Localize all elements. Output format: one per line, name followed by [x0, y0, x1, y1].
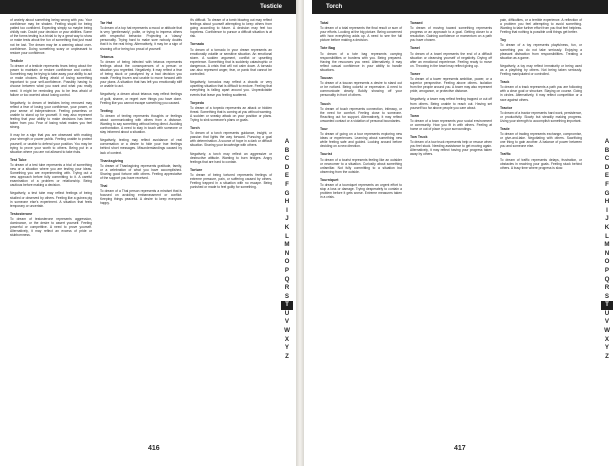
entry-text: pain, difficulties, or a terrible experience. A reflection of a problem you feel attempting to avoid something. Wanting to take further effort from you that feel helpless. Feeling that nothing is possible until things get better.	[500, 18, 582, 35]
entry-title: Tower	[410, 71, 421, 76]
right-page	[304, 0, 610, 466]
left-columns	[10, 18, 272, 438]
alphabet-letter: S	[604, 292, 610, 300]
entry-title: Torture	[190, 167, 203, 172]
alphabet-tab-left	[280, 138, 294, 361]
entry-title: Track	[500, 80, 510, 85]
dictionary-entry	[190, 18, 272, 38]
alphabet-letter: N	[284, 249, 290, 257]
entry-title: Torch	[190, 126, 200, 131]
right-header	[312, 0, 608, 14]
entry-title: Toward	[410, 21, 423, 25]
dictionary-entry	[100, 21, 182, 51]
dictionary-entry	[100, 184, 182, 205]
left-page-number: 416	[148, 445, 160, 452]
dictionary-entry	[100, 109, 182, 135]
alphabet-letter: T	[281, 301, 293, 310]
dictionary-entry	[320, 21, 402, 42]
dictionary-entry	[500, 18, 582, 34]
alphabet-letter: G	[604, 189, 610, 197]
dictionary-entry	[500, 152, 582, 169]
entry-title: Tour	[320, 126, 328, 131]
entry-text: To dream of a track represents a path you are following with a clear goal or structure. Staying on course. Going in circles. Alternatively, it may reflect competition or a race against others.	[500, 85, 582, 102]
alphabet-letter: Y	[284, 344, 290, 352]
alphabet-letter: X	[604, 335, 610, 343]
dictionary-entry	[190, 126, 272, 147]
dictionary-entry	[500, 127, 582, 148]
entry-text: Negatively, a tower may reflect feeling trapped or cut off from others. Being unable to reach out. Having set yourself too far above people you care about.	[410, 97, 492, 110]
left-page	[0, 0, 296, 466]
alphabet-tab-right	[600, 138, 614, 361]
text-column	[100, 18, 182, 438]
alphabet-letter: T	[601, 301, 613, 310]
entry-text: Negatively, a torch may reflect an aggressive or destructive attitude. Wanting to burn bridges. Angry feelings that are hard to contain.	[190, 151, 272, 164]
text-column	[410, 18, 492, 438]
dictionary-entry	[10, 191, 92, 207]
right-header-label: Torch	[326, 4, 343, 10]
entry-text: Negatively, a dream about tetanus may reflect feelings of guilt, shame, or regret over things you have done. Feeling like you cannot escape something you caused.	[100, 92, 182, 105]
alphabet-letter: E	[284, 172, 290, 180]
entry-text: To dream of a towel represents the end of a difficult situation or cleansing yourself of negativity. Drying off after an emotional experience. Feeling ready to move on. Throwing in the towel may reflect giving up.	[410, 51, 492, 68]
entry-text: To dream of a tornado in your dream represents an emotionally volatile or sensitive situation. An emotional storm. A sudden argument, conflict or upsetting experience. Something that is suddenly catastrophic or dangerous. A crisis that will not calm down. A tornado can also represent anger, fear, or panic that cannot be controlled.	[190, 47, 272, 77]
entry-title: Testosterone	[10, 211, 33, 216]
alphabet-letter: W	[284, 327, 290, 335]
dictionary-entry	[10, 18, 92, 55]
alphabet-letter: B	[604, 146, 610, 154]
alphabet-letter: Q	[284, 275, 290, 283]
text-column	[320, 18, 402, 438]
dictionary-entry	[190, 42, 272, 76]
dictionary-entry	[100, 138, 182, 154]
entry-title: Traffic	[500, 152, 511, 157]
alphabet-letter: Q	[604, 275, 610, 283]
entry-title: Test Tube	[10, 157, 27, 162]
alphabet-letter: U	[284, 309, 290, 317]
alphabet-letter: Z	[605, 352, 609, 360]
alphabet-letter: L	[285, 232, 289, 240]
book-gutter	[296, 0, 304, 466]
right-columns	[320, 18, 582, 438]
entry-text: To dream of a test tube represents a trial of something new or a situation where you are testing your ideas. Something you are experimenting with. Trying out a new approach before fully committing to it. A careful examination of a problem or relationship. Being cautious before making a decision.	[10, 162, 92, 188]
dictionary-entry	[10, 158, 92, 188]
alphabet-letter: D	[284, 163, 290, 171]
entry-text: To dream of touch represents connection, intimacy, or the need for comfort. Feeling close to someone. Reaching out for support. Alternatively, it may reflect unwanted contact or a violation of personal boundaries.	[320, 106, 402, 123]
dictionary-entry	[320, 178, 402, 199]
dictionary-entry	[410, 114, 492, 131]
text-column	[500, 18, 582, 438]
entry-text: Negatively, texting may reflect avoidance of real conversation or a desire to hide your true feelings behind short messages. Misunderstandings caused by lack of context.	[100, 138, 182, 155]
entry-title: Tornado	[190, 42, 205, 47]
dictionary-entry	[320, 102, 402, 123]
entry-text: To dream of a testicle represents fears being about the power to maintain or restore confidence and control. Something may be trying to take away your ability to act or make choices. Being afraid of losing something important to your self-confidence. Possibly having to choose between what you want and what you really need. It might be reminding you to be less afraid of failure or too worried about losing control.	[10, 63, 92, 97]
alphabet-letter: F	[285, 180, 289, 188]
entry-text: To dream of a Thai person represents a mindset that is focused on avoiding embarrassment or conflict. Keeping things peaceful. A desire to keep everyone happy.	[100, 189, 182, 206]
entry-title: Touch	[320, 101, 331, 106]
entry-text: To dream of a tourist represents feeling like an outsider or newcomer to a situation. Curiosity about something unfamiliar. Not fully committing to a situation but observing from the outside.	[320, 157, 402, 174]
alphabet-letter: H	[284, 198, 290, 206]
right-page-number: 417	[454, 445, 466, 452]
dictionary-entry	[10, 59, 92, 97]
entry-title: Tourniquet	[320, 177, 339, 182]
entry-text: To dream of Thanksgiving represents gratitude, family, or a celebration of what you have accomplished. Sharing good fortune with others. Feeling appreciative of the support you have received.	[100, 163, 182, 180]
entry-text: It may be a sign that you are obsessed with making your strength or power public. Feeling unable to protect yourself, or unable to defend your position. You may be trying to prove your worth to others. Being put in a situation where you are not allowed to take risks.	[10, 133, 92, 154]
dictionary-entry	[410, 97, 492, 109]
entry-text: Negatively, tornados may reflect a chaotic or very upsetting situation that is difficult to endure. Feeling that everything is falling apart around you. Unpredictable events that leave you feeling scattered.	[190, 80, 272, 97]
alphabet-letter: X	[284, 335, 290, 343]
entry-title: Toucan	[320, 76, 333, 81]
dictionary-entry	[500, 64, 582, 76]
entry-text: To dream of traffic represents delays, frustration, or obstacles in reaching your goals. Feeling stuck behind others. A busy time where progress is slow.	[500, 157, 582, 170]
entry-text: To dream of a tote bag represents carrying responsibilities or burdens with you. Being prepared. Having the resources you need. Alternatively, it may reflect casual confidence in your ability to handle situations.	[320, 51, 402, 72]
dictionary-entry	[190, 152, 272, 164]
alphabet-letter: A	[284, 138, 290, 145]
alphabet-letter: M	[604, 241, 610, 249]
dictionary-entry	[190, 101, 272, 122]
alphabet-letter: G	[284, 189, 290, 197]
alphabet-letter: M	[284, 241, 290, 249]
alphabet-letter: A	[604, 138, 610, 145]
entry-title: Tetanus	[100, 54, 114, 59]
alphabet-letter: Z	[285, 352, 289, 360]
entry-text: To dream of moving toward something represents progress or an approach to a goal. Getting closer to a resolution. Gaining confidence or momentum on a path you have chosen.	[410, 26, 492, 43]
text-column	[190, 18, 272, 438]
entry-text: To dream of a tow truck represents help or rescue when you feel stuck. Needing assistance to get moving again. Alternatively, it may reflect having your progress taken away by others.	[410, 140, 492, 157]
alphabet-letter: D	[604, 163, 610, 171]
dictionary-entry	[320, 46, 402, 72]
entry-text: To dream of a toucan represents a desire to stand out or be noticed. Being colorful or expressive. A need to communicate clearly. Boldly showing off your personality in front of others.	[320, 81, 402, 98]
dictionary-entry	[410, 72, 492, 93]
alphabet-letter: K	[284, 223, 290, 231]
entry-text: Negatively, a test tube may reflect feelings of being studied or observed by others. Feeling like a guinea pig in someone else's experiment. A situation that feels temporary or uncertain.	[10, 191, 92, 208]
alphabet-letter: R	[604, 284, 610, 292]
alphabet-letter: N	[604, 249, 610, 257]
dictionary-entry	[410, 135, 492, 156]
alphabet-letter: U	[604, 309, 610, 317]
dictionary-entry	[410, 21, 492, 42]
entry-text: To dream of a tower represents ambition, power, or a superior perspective. Feeling above others. Isolation from the people around you. A tower may also represent pride, arrogance, or protective distance.	[410, 77, 492, 94]
entry-title: Tar Hat	[100, 21, 113, 25]
entry-title: Tow Truck	[410, 135, 428, 140]
alphabet-letter: J	[285, 215, 289, 223]
dictionary-entry	[100, 92, 182, 104]
entry-text: To dream of going on a tour represents exploring new ideas or experiences. Learning about something new while feeling safe and guided. Looking around before deciding on a new direction.	[320, 132, 402, 149]
entry-text: Negatively, a toy may reflect immaturity or being used as a plaything by others. Not being taken seriously. Feeling manipulated or controlled.	[500, 63, 582, 77]
alphabet-letter: C	[604, 155, 610, 163]
dictionary-entry	[500, 38, 582, 59]
alphabet-letter: K	[604, 223, 610, 231]
alphabet-letter: I	[606, 206, 608, 214]
entry-title: Toy	[500, 38, 507, 43]
dictionary-entry	[10, 133, 92, 153]
entry-title: Towel	[410, 46, 420, 51]
entry-title: Tractor	[500, 105, 513, 110]
entry-text: To dream of being tortured represents feelings of extreme pressure, pain, or suffering caused by others. Feeling trapped in a situation with no escape. Being punished or made to feel guilty for something.	[190, 172, 272, 190]
alphabet-letter: O	[284, 258, 290, 266]
dictionary-entry	[10, 101, 92, 130]
alphabet-letter: E	[604, 172, 610, 180]
entry-text: To dream of trading represents exchange, compromise, or give-and-take. Negotiating with others. Sacrificing one thing to gain another. A balance of power between you and someone else.	[500, 132, 582, 149]
alphabet-letter: O	[604, 258, 610, 266]
entry-title: Texting	[100, 108, 113, 113]
alphabet-letter: J	[605, 215, 609, 223]
alphabet-letter: W	[604, 327, 610, 335]
entry-text: To dream of testosterone represents aggression, dominance, or the desire to assert yourself. Feeling powerful or competitive. A need to prove yourself. Alternatively, it may reflect an excess of pride or stubbornness.	[10, 216, 92, 238]
dictionary-entry	[100, 159, 182, 180]
entry-title: Testicle	[10, 58, 24, 63]
dictionary-entry	[320, 127, 402, 148]
alphabet-letter: B	[284, 146, 290, 154]
dictionary-entry	[190, 80, 272, 96]
alphabet-letter: V	[284, 318, 290, 326]
alphabet-letter: H	[604, 198, 610, 206]
alphabet-letter: F	[605, 180, 609, 188]
dictionary-entry	[410, 46, 492, 67]
entry-text: To dream of a tractor represents hard work, persistence, or productivity. Slowly but steadily making progress. Using your strength to accomplish something important.	[500, 110, 582, 123]
text-column	[10, 18, 92, 438]
entry-text: To dream of a toy represents playfulness, fun, or something you do not take seriously. Enjoying a pleasant distraction from responsibilities. Treating a situation as a game.	[500, 43, 582, 60]
alphabet-letter: R	[284, 284, 290, 292]
entry-text: To dream of being infected with tetanus represents feelings about the consequences of a person or situation you regretted. Negatively, it may reflect a fear of being stuck or paralyzed by a bad decision you made. Feeling frozen and unable to move forward with your plans. A situation that has left you emotionally stiff or unable to act.	[100, 59, 182, 89]
dictionary-entry	[500, 80, 582, 101]
entry-text: To dream of a town represents your social environment or community. How you fit in with others. Feeling at home or out of place in your surroundings.	[410, 118, 492, 131]
entry-title: Town	[410, 113, 420, 118]
entry-text: it's difficult. To dream of a tomb blowing out may reflect feelings about yourself attempting to keep others from going according to future. A decision may feel too hopeless. Confidence to pursue a difficult situation is at risk.	[190, 18, 272, 39]
entry-title: Thai	[100, 184, 108, 189]
entry-title: Total	[320, 21, 329, 25]
alphabet-letter: Y	[604, 344, 610, 352]
entry-text: To dream of a top hat represents a mood or attitude that is very 'gentlemanly', polite, or trying to impress others with respectful behavior. Projecting a 'classy' personality. Trying hard to make sure nobody doubts that it is the real thing. Alternatively, it may be a sign of showing off or being too proud of yourself.	[100, 26, 182, 51]
alphabet-letter: V	[604, 318, 610, 326]
entry-text: To dream of texting represents thoughts or feelings about communicating with others from a distance. Wanting to say something without being direct. Avoiding confrontation. A need to stay in touch with someone or stay informed about a situation.	[100, 113, 182, 135]
dictionary-entry	[190, 168, 272, 189]
alphabet-letter: L	[605, 232, 609, 240]
left-header	[0, 0, 296, 14]
entry-text: To dream of a torpedo represents an attack or hidden threat. Something that is coming at you without warning. A sudden or sneaky attack on your position or plans. Trying to sink someone's plans or goals.	[190, 105, 272, 122]
entry-title: Trade	[500, 126, 510, 131]
entry-title: Tourist	[320, 152, 332, 157]
entry-title: Tote Bag	[320, 46, 336, 51]
dictionary-entry	[320, 76, 402, 97]
entry-text: of anxiety about something being wrong with you. Your confidence may be shaken. Feeling stupid for being patted too confident. Expecting simply so maybe being childly vain. Doubt your decision or your abilities. Some of the forms testing is a trivial to try a great way to show or make tests about the fun of something that just must not be lost. The dream may be a warning about over-confidence. Doing something scary or unpleasant to restore your confidence.	[10, 18, 92, 55]
alphabet-letter: I	[286, 206, 288, 214]
entry-text: To dream of a tourniquet represents an urgent effort to stop a loss or damage. Trying desperately to contain a problem before it gets worse. Extreme measures taken in a crisis.	[320, 183, 402, 200]
alphabet-letter: P	[604, 266, 610, 274]
left-header-label: Testicle	[260, 4, 282, 10]
alphabet-letter: S	[284, 292, 290, 300]
entry-title: Thanksgiving	[100, 158, 124, 163]
entry-text: To dream of a total represents the final result or sum of your efforts. Looking at the big picture. Being concerned with how everything adds up. A need to see the full picture before making a decision.	[320, 26, 402, 43]
entry-title: Torpedo	[190, 100, 205, 105]
entry-text: Negatively, to dream of testicles being removed may reflect a fear of losing your confidence, your power, or your sense of independence. Feeling powerless or unable to stand up for yourself. It may also represent feeling that your ability to make decisions has been taken from you. Fear of losing what makes you feel strong.	[10, 100, 92, 130]
alphabet-letter: P	[284, 266, 290, 274]
alphabet-letter: C	[284, 155, 290, 163]
dictionary-entry	[100, 55, 182, 89]
dictionary-entry	[500, 106, 582, 123]
dictionary-entry	[10, 212, 92, 238]
dictionary-entry	[320, 152, 402, 173]
entry-text: To dream of a torch represents guidance, insight, or passion that lights the way forward. Pursuing a goal with determination. A source of hope in a dark or difficult situation. Sharing your knowledge with others.	[190, 131, 272, 148]
